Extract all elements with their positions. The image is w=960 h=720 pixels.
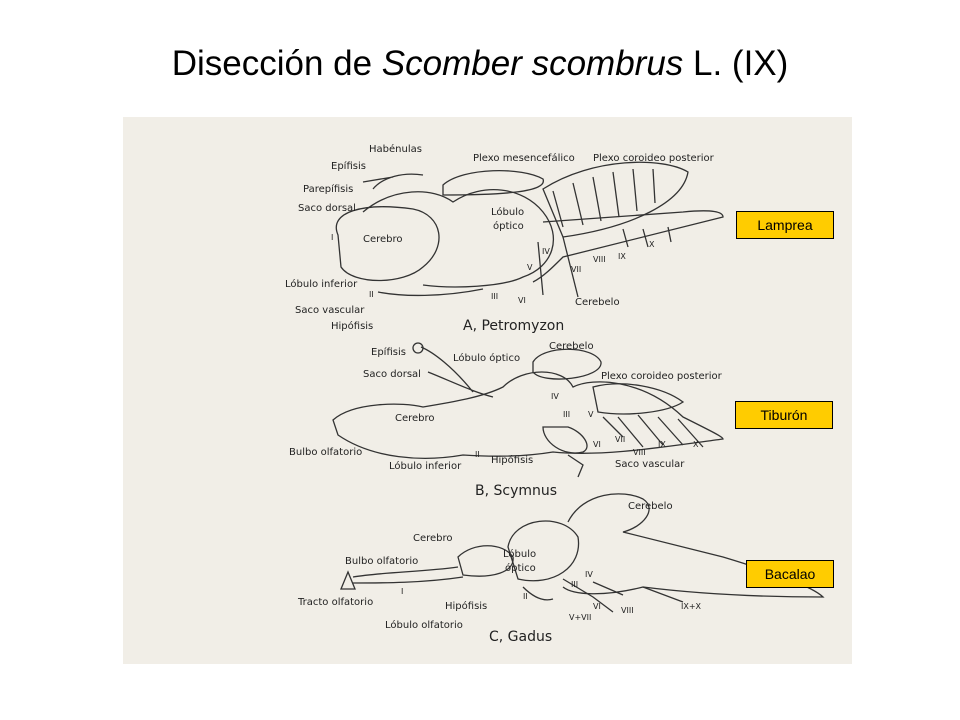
a-label-cerebro: Cerebro [363, 234, 403, 245]
b-caption: B, Scymnus [475, 483, 558, 499]
slide-title [0, 44, 960, 84]
brain-diagram [123, 117, 852, 664]
a-nerve-iv: IV [542, 247, 550, 256]
tag-tiburon: Tiburón [735, 401, 833, 429]
b-nerve-v: V [588, 410, 594, 419]
tag-lamprea: Lamprea [736, 211, 834, 239]
b-label-epifisis: Epífisis [371, 347, 406, 358]
a-label-plexo-cor: Plexo coroideo posterior [593, 153, 714, 164]
c-tract-shape [353, 567, 463, 583]
b-label-lobulo-optico: Lóbulo óptico [453, 353, 521, 364]
c-nerve-ii: II [523, 592, 528, 601]
a-nerve-viii: VIII [593, 255, 606, 264]
panel-c-drawing [341, 494, 823, 612]
figure-scan [123, 117, 852, 664]
c-caption: C, Gadus [489, 629, 553, 645]
b-nerve-viii: VIII [633, 448, 646, 457]
a-nerve-vi: VI [518, 296, 526, 305]
b-label-plexo-cor: Plexo coroideo posterior [601, 371, 722, 382]
c-label-lobulo: Lóbulo [503, 549, 537, 560]
title-suffix: L. (IX) [683, 44, 789, 83]
a-nerve-i: I [331, 233, 334, 242]
c-nerve-i: I [401, 587, 404, 596]
panel-b-labels [289, 341, 723, 499]
c-label-optico: óptico [505, 563, 536, 574]
panel-c-labels [297, 501, 673, 645]
b-nerve-ix: IX [658, 440, 666, 449]
c-nerve-ix-x: IX+X [681, 602, 702, 611]
c-nerve-vi: VI [593, 602, 601, 611]
b-label-bulbo: Bulbo olfatorio [289, 447, 363, 458]
a-nerve-ix: IX [618, 252, 626, 261]
panel-a-drawing [336, 162, 723, 297]
c-nerve-viii: VIII [621, 606, 634, 615]
b-label-cerebelo: Cerebelo [549, 341, 594, 352]
a-label-epifisis: Epífisis [331, 161, 366, 172]
b-cerebelo-shape [533, 349, 601, 379]
b-label-saco-dorsal: Saco dorsal [363, 369, 421, 380]
a-nerve-v: V [527, 263, 533, 272]
c-label-cerebelo: Cerebelo [628, 501, 673, 512]
a-label-parepifisis: Parepífisis [303, 184, 354, 195]
c-nerve-iii: III [571, 580, 579, 589]
a-plexo-cor-shape [543, 162, 688, 237]
panel-a-labels [285, 143, 715, 334]
a-label-hipofisis: Hipófisis [331, 321, 374, 332]
a-nerve-ii: II [369, 290, 374, 299]
b-nerve-ii: II [475, 450, 480, 459]
a-label-saco-dorsal: Saco dorsal [298, 203, 356, 214]
c-label-bulbo: Bulbo olfatorio [345, 556, 419, 567]
c-nerve-iv: IV [585, 570, 593, 579]
a-label-saco-vascular: Saco vascular [295, 305, 365, 316]
a-plexo-mes-shape [443, 171, 543, 195]
b-label-saco-vascular: Saco vascular [615, 459, 685, 470]
b-nerve-iii: III [563, 410, 571, 419]
a-label-plexo-mes: Plexo mesencefálico [473, 153, 575, 164]
c-label-hipofisis: Hipófisis [445, 601, 488, 612]
b-label-hipofisis: Hipófisis [491, 455, 534, 466]
b-nerve-vi: VI [593, 440, 601, 449]
c-label-tracto: Tracto olfatorio [298, 597, 374, 608]
b-label-lobulo-inferior: Lóbulo inferior [389, 461, 462, 472]
a-nerve-x: X [649, 240, 655, 249]
a-label-cerebelo: Cerebelo [575, 297, 620, 308]
c-label-lobulo-olfatorio: Lóbulo olfatorio [385, 620, 463, 631]
a-label-lobulo: Lóbulo [491, 207, 525, 218]
a-label-habenulas: Habénulas [369, 144, 422, 155]
c-nerve-v-vii: V+VII [569, 613, 592, 622]
b-label-cerebro: Cerebro [395, 413, 435, 424]
b-nerve-x: X [693, 440, 699, 449]
b-nerve-vii: VII [615, 435, 626, 444]
a-caption: A, Petromyzon [463, 318, 565, 334]
title-prefix: Disección de [171, 44, 382, 83]
a-label-optico: óptico [493, 221, 524, 232]
tag-bacalao: Bacalao [746, 560, 834, 588]
title-species: Scomber scombrus [381, 44, 684, 83]
c-label-cerebro: Cerebro [413, 533, 453, 544]
b-nerve-iv: IV [551, 392, 559, 401]
a-nerve-vii: VII [571, 265, 582, 274]
a-label-lobulo-inferior: Lóbulo inferior [285, 279, 358, 290]
a-nerve-iii: III [491, 292, 499, 301]
